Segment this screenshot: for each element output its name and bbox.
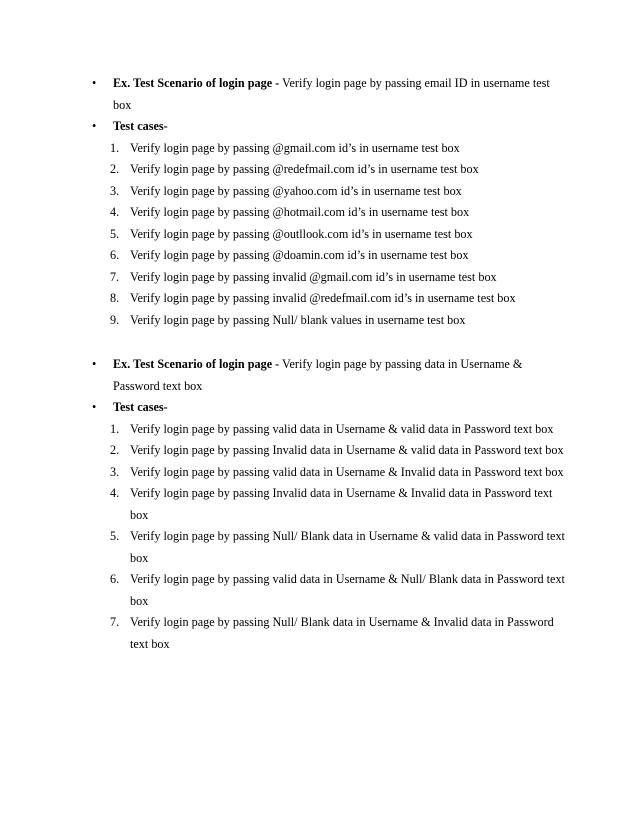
test-case-number: 9.	[110, 312, 120, 327]
test-case-text: Verify login page by passing Invalid data in Username & valid data in Password text box	[130, 443, 564, 457]
bullet-icon: •	[92, 76, 97, 90]
test-case-text: Verify login page by passing invalid @redefmail.com id’s in username test box	[130, 291, 516, 305]
test-case-text: Verify login page by passing @outllook.com id’s in username test box	[130, 226, 473, 241]
test-case-item	[88, 310, 568, 332]
test-case-text: Verify login page by passing Null/ Blank data in Username & Invalid data in Password text box	[130, 615, 554, 651]
test-cases-bullet	[88, 397, 568, 419]
test-case-item	[88, 224, 568, 246]
test-case-item	[88, 181, 568, 203]
test-cases-bullet	[88, 116, 568, 138]
test-case-number: 3.	[110, 183, 120, 198]
test-case-text: Verify login page by passing valid data in Username & Invalid data in Password text box	[130, 464, 564, 479]
test-case-item	[88, 462, 568, 484]
test-case-number: 6.	[110, 572, 120, 586]
bullet-icon: •	[92, 357, 97, 371]
test-case-number: 1.	[110, 140, 120, 155]
scenario-text: Verify login page by passing email ID in username test box	[113, 76, 550, 112]
test-case-text: Verify login page by passing valid data in Username & valid data in Password text box	[130, 421, 554, 436]
scenario-text: Verify login page by passing data in Username & Password text box	[113, 357, 523, 393]
test-case-text: Verify login page by passing @doamin.com id’s in username test box	[130, 248, 469, 262]
test-case-item	[88, 159, 568, 181]
test-case-number: 6.	[110, 248, 120, 262]
test-case-number: 5.	[110, 226, 120, 241]
test-case-text: Verify login page by passing Null/ Blank data in Username & valid data in Password text box	[130, 529, 565, 565]
test-case-text: Verify login page by passing invalid @gmail.com id’s in username test box	[130, 269, 497, 284]
test-case-text: Verify login page by passing Null/ blank values in username test box	[130, 312, 466, 327]
test-case-item	[88, 440, 568, 462]
test-case-number: 2.	[110, 162, 120, 176]
test-case-number: 4.	[110, 205, 120, 219]
test-case-number: 7.	[110, 615, 120, 629]
test-case-text: Verify login page by passing valid data in Username & Null/ Blank data in Password text box	[130, 572, 565, 608]
scenario-label: Ex. Test Scenario of login page -	[113, 76, 280, 90]
test-case-item	[88, 526, 568, 569]
scenario-section-credentials	[88, 354, 568, 655]
test-case-item	[88, 267, 568, 289]
test-case-text: Verify login page by passing @hotmail.com id’s in username test box	[130, 205, 470, 219]
test-case-item	[88, 612, 568, 655]
bullet-icon: •	[92, 119, 97, 133]
test-case-item	[88, 569, 568, 612]
test-case-number: 4.	[110, 486, 120, 500]
scenario-label: Ex. Test Scenario of login page -	[113, 357, 280, 371]
test-case-number: 3.	[110, 464, 120, 479]
test-case-item	[88, 245, 568, 267]
test-case-list	[88, 419, 568, 656]
scenario-bullet	[88, 354, 568, 397]
test-case-list	[88, 138, 568, 332]
test-case-text: Verify login page by passing @redefmail.com id’s in username test box	[130, 162, 479, 176]
test-case-item	[88, 288, 568, 310]
test-case-text: Verify login page by passing @gmail.com id’s in username test box	[130, 140, 460, 155]
scenario-section-email	[88, 73, 568, 331]
test-case-number: 1.	[110, 421, 120, 436]
bullet-icon: •	[92, 400, 97, 414]
test-cases-label: Test cases-	[113, 119, 168, 133]
test-case-number: 2.	[110, 443, 120, 457]
test-case-number: 5.	[110, 529, 120, 543]
test-case-item	[88, 419, 568, 441]
test-case-item	[88, 138, 568, 160]
test-cases-label: Test cases-	[113, 400, 168, 414]
test-case-text: Verify login page by passing Invalid data in Username & Invalid data in Password text box	[130, 486, 553, 522]
test-case-item	[88, 202, 568, 224]
scenario-bullet	[88, 73, 568, 116]
test-case-item	[88, 483, 568, 526]
test-case-number: 8.	[110, 291, 120, 305]
test-case-text: Verify login page by passing @yahoo.com id’s in username test box	[130, 183, 462, 198]
test-case-number: 7.	[110, 269, 120, 284]
